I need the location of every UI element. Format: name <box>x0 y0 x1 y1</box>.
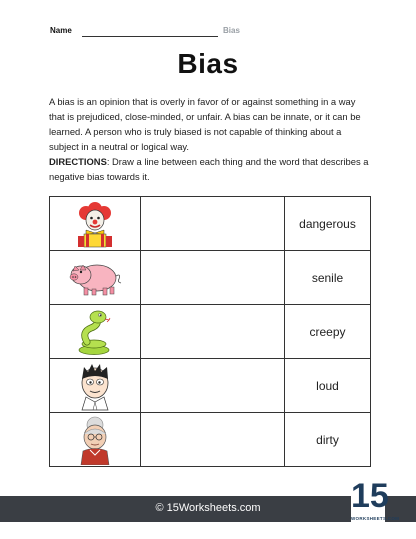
blank-cell[interactable] <box>141 413 285 467</box>
grandma-icon <box>74 415 116 465</box>
table-row <box>50 305 371 359</box>
word-cell: dangerous <box>285 197 371 251</box>
table-row <box>50 359 371 413</box>
blank-cell[interactable] <box>141 251 285 305</box>
directions-label: DIRECTIONS <box>49 156 107 167</box>
blank-cell[interactable] <box>141 359 285 413</box>
worksheet-header <box>40 26 380 40</box>
word-cell: senile <box>285 251 371 305</box>
footer-copyright[interactable]: © 15Worksheets.com <box>155 502 261 514</box>
word-cell: creepy <box>285 305 371 359</box>
logo-number: 15 <box>351 477 389 515</box>
clown-icon <box>72 200 118 248</box>
picture-cell <box>50 413 141 467</box>
topic-label: Bias <box>223 26 240 35</box>
picture-cell <box>50 305 141 359</box>
blank-cell[interactable] <box>141 305 285 359</box>
table-row <box>50 413 371 467</box>
name-label: Name <box>50 26 72 35</box>
picture-cell <box>50 359 141 413</box>
blank-cell[interactable] <box>141 197 285 251</box>
picture-cell <box>50 197 141 251</box>
picture-cell <box>50 251 141 305</box>
word-cell: dirty <box>285 413 371 467</box>
directions-text: : Draw a line between each thing and the word that describes a negative bias towards it. <box>49 156 369 182</box>
logo-subtext: WORKSHEETS.COM <box>351 516 400 521</box>
page-title: Bias <box>177 48 239 79</box>
table-row <box>50 251 371 305</box>
table-row <box>50 197 371 251</box>
matching-table <box>49 196 371 467</box>
directions-paragraph <box>49 154 371 184</box>
site-logo[interactable] <box>351 476 400 528</box>
pig-icon <box>67 258 123 298</box>
snake-icon <box>73 308 117 356</box>
name-write-line <box>82 36 218 37</box>
intro-paragraph: A bias is an opinion that is overly in favor of or against something in a way that is prejudiced, close-minded, or unfair. A bias can be innate, or it can be learned. A person who is truly biased is not capable of thinking about a subject in a neutral or logical way. <box>49 96 361 152</box>
boy-icon <box>74 361 116 411</box>
word-cell: loud <box>285 359 371 413</box>
